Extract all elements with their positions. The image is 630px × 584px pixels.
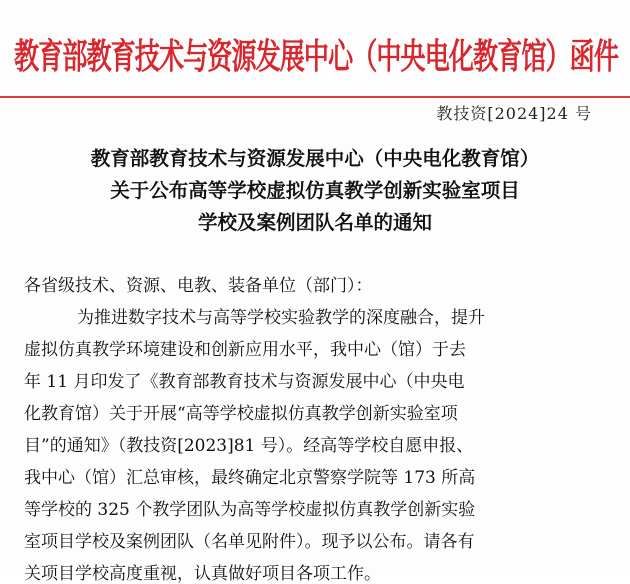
notice-title-line-3: 学校及案例团队名单的通知 <box>197 211 432 234</box>
document-number: 教技资[2024]24 号 <box>436 104 592 123</box>
body-line-9: 关项目学校高度重视，认真做好项目各项工作。 <box>24 564 381 584</box>
notice-title-line-1: 教育部教育技术与资源发展中心（中央电化教育馆） <box>90 147 540 170</box>
addressee-line: 各省级技术、资源、电教、装备单位（部门）： <box>24 276 373 296</box>
body-line-1: 为推进数字技术与高等学校实验教学的深度融合，提升 <box>77 308 485 328</box>
body-line-5: 目”的通知》（教技资[2023]81 号）。经高等学校自愿申报、 <box>24 436 474 456</box>
body-line-8: 室项目学校及案例团队（名单见附件）。现予以公布。请各有 <box>24 532 475 552</box>
body-line-4: 化教育馆）关于开展“高等学校虚拟仿真教学创新实验室项 <box>24 404 458 424</box>
letterhead-title: 教育部教育技术与资源发展中心（中央电化教育馆）函件 <box>14 37 618 78</box>
body-line-7: 等学校的 325 个教学团队为高等学校虚拟仿真教学创新实验 <box>24 500 476 520</box>
notice-title-line-2: 关于公布高等学校虚拟仿真教学创新实验室项目 <box>110 179 520 202</box>
body-line-6: 我中心（馆）汇总审核，最终确定北京警察学院等 173 所高 <box>24 468 476 488</box>
body-line-3: 年 11 月印发了《教育部教育技术与资源发展中心（中央电 <box>24 372 465 392</box>
body-line-2: 虚拟仿真教学环境建设和创新应用水平，我中心（馆）于去 <box>24 340 466 360</box>
red-divider-rule <box>0 96 630 98</box>
